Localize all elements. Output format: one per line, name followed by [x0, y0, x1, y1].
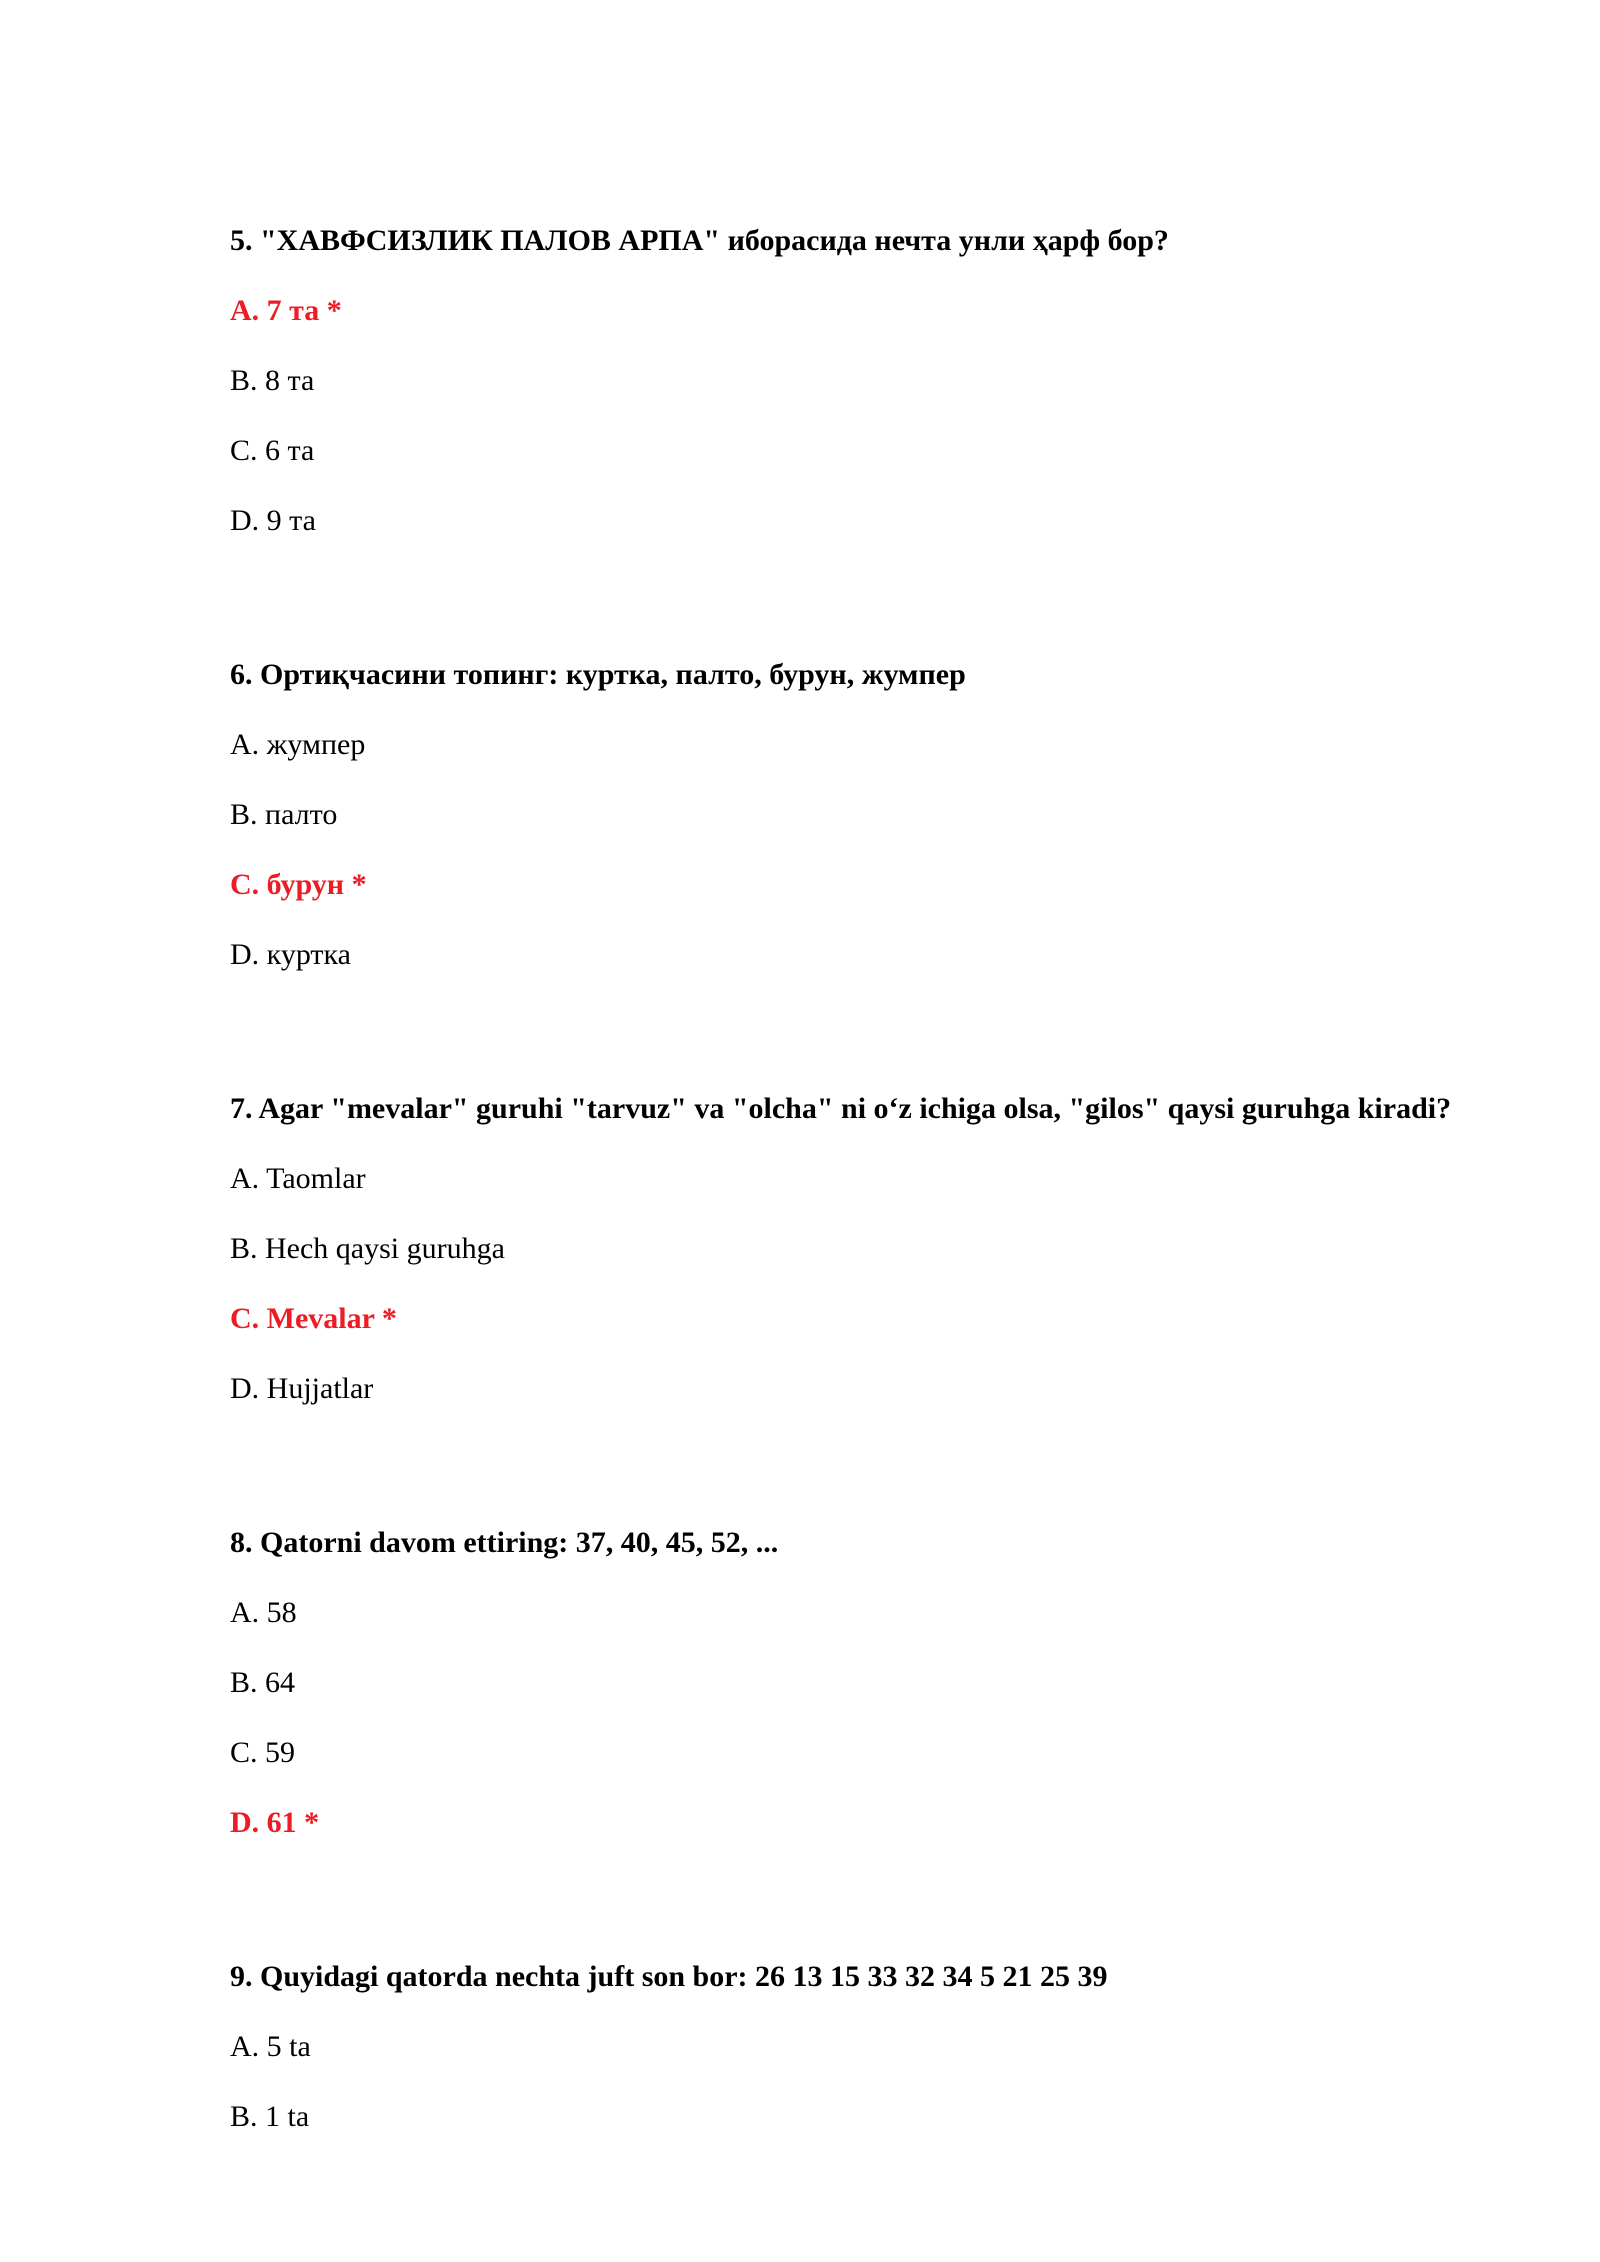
answer-option: D. 9 та: [230, 504, 316, 537]
correct-answer-option: C. бурун *: [230, 868, 367, 901]
answer-option: A. Taomlar: [230, 1162, 366, 1195]
question-title: 7. Agar "mevalar" guruhi "tarvuz" va "olcha" ni o‘z ichiga olsa, "gilos" qaysi guruhga kiradi?: [230, 1092, 1452, 1125]
answer-option: B. 1 ta: [230, 2100, 310, 2133]
question-block: [230, 654, 1460, 976]
answer-option: B. 8 та: [230, 364, 315, 397]
answer-option: C. 59: [230, 1736, 296, 1769]
question-title: 8. Qatorni davom ettiring: 37, 40, 45, 52, ...: [230, 1526, 779, 1559]
correct-answer-option: A. 7 та *: [230, 294, 342, 327]
answer-options: [230, 290, 1460, 542]
question-block: [230, 220, 1460, 542]
answer-options: [230, 724, 1460, 976]
question-title: 5. "ХАВФСИЗЛИК ПАЛОВ АРПА" иборасида нечта унли ҳарф бор?: [230, 224, 1169, 257]
answer-option: D. куртка: [230, 938, 351, 971]
answer-option: A. 58: [230, 1596, 297, 1629]
answer-option: D. Hujjatlar: [230, 1372, 374, 1405]
correct-answer-option: D. 61 *: [230, 1806, 320, 1839]
answer-option: A. жумпер: [230, 728, 366, 761]
answer-option: B. 64: [230, 1666, 296, 1699]
answer-option: C. 6 та: [230, 434, 315, 467]
question-block: [230, 1522, 1460, 1844]
question-title: 9. Quyidagi qatorda nechta juft son bor: 26 13 15 33 32 34 5 21 25 39: [230, 1960, 1108, 1993]
answer-options: [230, 1158, 1460, 1410]
answer-option: B. палто: [230, 798, 338, 831]
answer-option: A. 5 ta: [230, 2030, 311, 2063]
question-block: [230, 1088, 1460, 1410]
question-block: [230, 1956, 1460, 2138]
answer-options: [230, 2026, 1460, 2138]
correct-answer-option: C. Mevalar *: [230, 1302, 397, 1335]
answer-option: B. Hech qaysi guruhga: [230, 1232, 505, 1265]
question-title: 6. Ортиқчасини топинг: куртка, палто, бурун, жумпер: [230, 658, 966, 691]
answer-options: [230, 1592, 1460, 1844]
quiz-document: [230, 220, 1460, 2250]
